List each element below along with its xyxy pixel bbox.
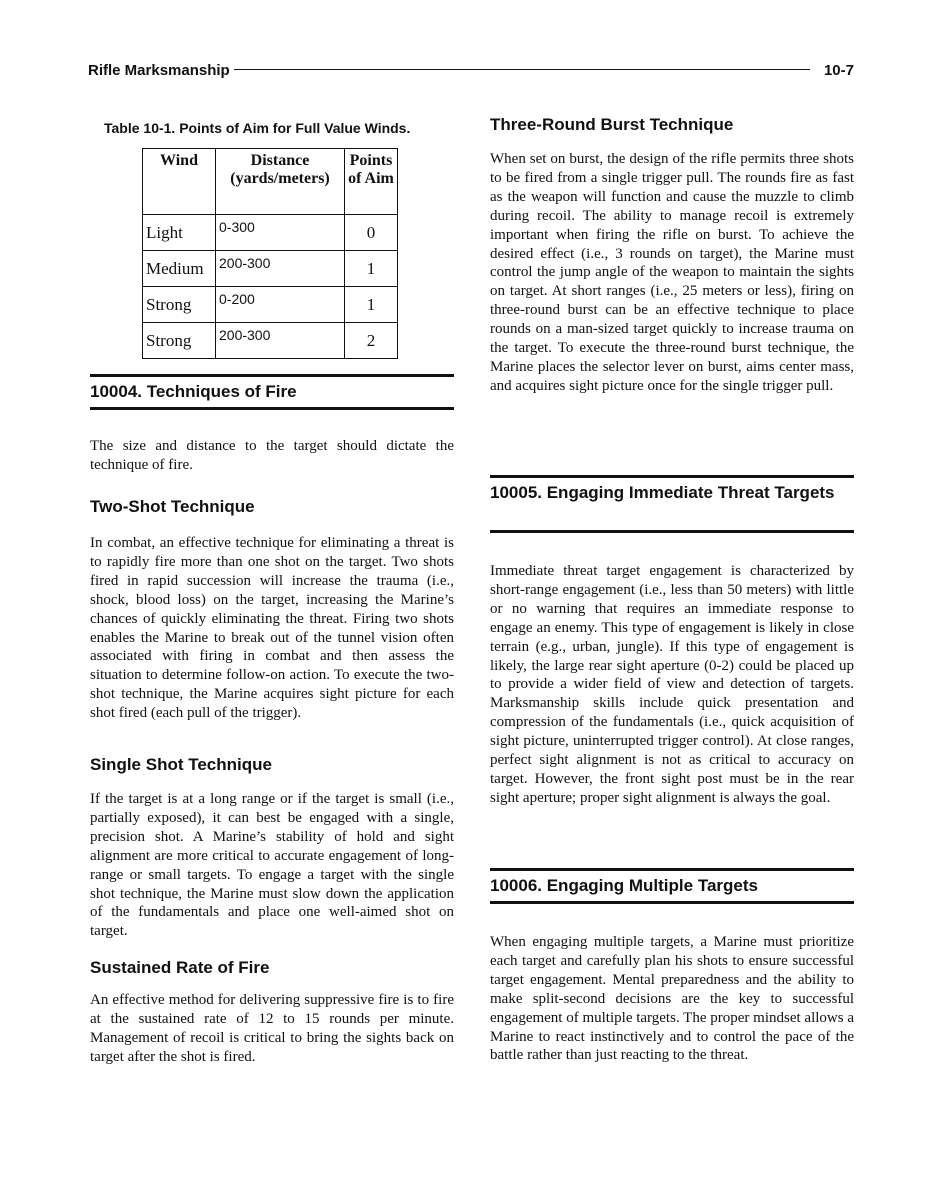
header-title: Rifle Marksmanship — [88, 62, 230, 79]
section-heading-multiple-targets — [490, 868, 854, 904]
table-header-distance: Distance (yards/meters) — [216, 149, 345, 215]
multiple-body: When engaging multiple targets, a Marine must prioritize each target and carefully plan his shots to ensure successful target engagement. Mental preparedness and the ability to make split-second decisions are the key to successful engagement of multiple targets. The proper mindset allows a Marine to react instinctively and to control the pace of the battle rather than just reacting to the threat. — [490, 934, 854, 1064]
table-cell-distance: 0-300 — [216, 215, 345, 251]
two-shot-body: In combat, an effective technique for eliminating a threat is to rapidly fire more than one shot on the target. Two shots fired in rapid succession will increase the trauma (i.e., shock, blood loss) on the target, increasing the Marine’s chances of quickly eliminating the threat. Firing two shots enables the Marine to break out of the tunnel vision often associated with firing in combat and then assess the situation to determine follow-on action. To execute the two-shot technique, the Marine acquires sight picture for each shot fired (each pull of the trigger). — [90, 535, 454, 722]
section-title: 10005. Engaging Immediate Threat Targets — [490, 483, 835, 502]
table-cell-wind: Medium — [143, 251, 216, 287]
table-cell-wind: Light — [143, 215, 216, 251]
table-cell-points: 1 — [345, 251, 398, 287]
table-cell-points: 0 — [345, 215, 398, 251]
techniques-intro: The size and distance to the target should dictate the technique of fire. — [90, 438, 454, 473]
table-cell-distance: 200-300 — [216, 251, 345, 287]
page-number: 10-7 — [823, 62, 854, 79]
table-caption: Table 10-1. Points of Aim for Full Value Winds. — [104, 120, 411, 136]
burst-heading: Three-Round Burst Technique — [490, 115, 734, 134]
table-header-row — [143, 149, 398, 215]
table-cell-wind: Strong — [143, 323, 216, 359]
burst-body: When set on burst, the design of the rifle permits three shots to be fired from a single trigger pull. The rounds fire as fast as the weapon will function and cause the muzzle to climb during recoil. The ability to manage recoil is extremely important when firing the rifle on burst. To achieve the desired effect (i.e., 3 rounds on target), the Marine must control the jump angle of the weapon to maintain the sights on target. At short ranges (i.e., 25 meters or less), firing on three-round burst can be an effective technique to place rounds on a man-sized target quickly to increase trauma on the target. To execute the three-round burst technique, the Marine places the selector lever on burst, aims center mass, and acquires sight picture once for the single trigger pull. — [490, 151, 854, 394]
sustained-heading: Sustained Rate of Fire — [90, 958, 270, 977]
section-heading-immediate-threat — [490, 475, 854, 533]
immediate-body: Immediate threat target engagement is characterized by short-range engagement (i.e., less than 50 meters) with little or no warning that requires an immediate response to engage an enemy. This type of engagement is likely in close terrain (e.g., urban, jungle). If this type of engagement is likely, the large rear sight aperture (0-2) could be placed up to provide a wider field of view and detection of targets. Marksmanship skills include quick presentation and compression of the fundamentals (i.e., quick acquisition of sight picture, uninterrupted trigger control). At close ranges, perfect sight alignment is not as critical to accuracy on target. However, the front sight post must be in the rear sight aperture; proper sight alignment is always the goal. — [490, 563, 854, 806]
table-row — [143, 251, 398, 287]
table-row — [143, 323, 398, 359]
two-shot-heading: Two-Shot Technique — [90, 497, 255, 516]
sustained-body: An effective method for delivering suppressive fire is to fire at the sustained rate of 12 to 15 rounds per minute. Management of recoil is critical to bring the sights back on target after the shot is fired. — [90, 992, 454, 1065]
table-cell-points: 1 — [345, 287, 398, 323]
single-shot-body: If the target is at a long range or if the target is small (i.e., partially exposed), it can best be engaged with a single, precision shot. A Marine’s stability of hold and sight alignment are more critical to accurate engagement of long-range or small targets. To engage a target with the single shot technique, the Marine must slow down the application of the fundamentals and place one well-aimed shot on target. — [90, 791, 454, 940]
table-cell-wind: Strong — [143, 287, 216, 323]
table-header-wind: Wind — [143, 149, 216, 215]
table-cell-points: 2 — [345, 323, 398, 359]
wind-aim-table — [142, 148, 398, 359]
table-row — [143, 215, 398, 251]
section-title: 10004. Techniques of Fire — [90, 382, 297, 401]
header-rule — [234, 69, 810, 70]
table-cell-distance: 0-200 — [216, 287, 345, 323]
single-shot-heading: Single Shot Technique — [90, 755, 272, 774]
section-title: 10006. Engaging Multiple Targets — [490, 876, 758, 895]
table-cell-distance: 200-300 — [216, 323, 345, 359]
table-row — [143, 287, 398, 323]
table-header-points: Points of Aim — [345, 149, 398, 215]
section-heading-techniques-of-fire — [90, 374, 454, 410]
running-header — [88, 58, 854, 82]
